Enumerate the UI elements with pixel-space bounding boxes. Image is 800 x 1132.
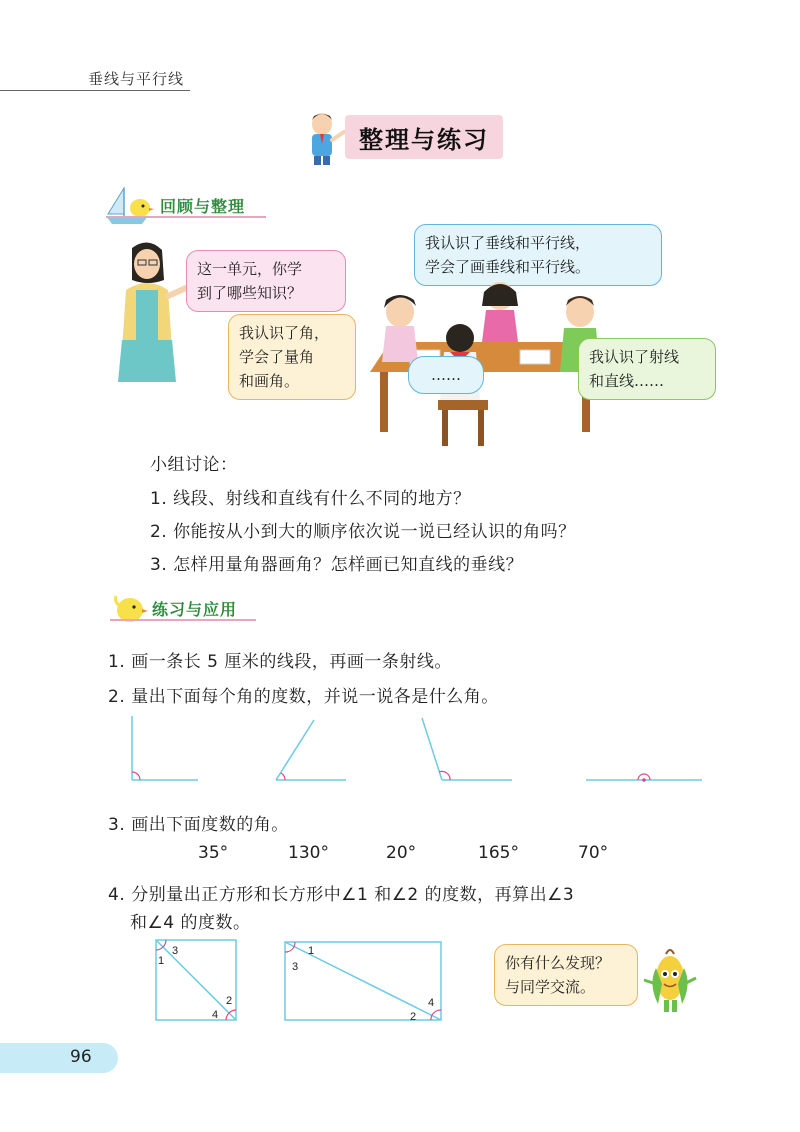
tip-speech-bubble: [494, 944, 638, 1006]
rect-angle-2-label: 2: [410, 1011, 417, 1023]
question-2-number: 2.: [108, 687, 126, 707]
angle-straight: [586, 774, 702, 782]
student-left-speech-bubble: [228, 314, 356, 400]
right-bubble-line-1: 我认识了射线: [589, 348, 680, 366]
square-angle-1-label: 1: [158, 955, 165, 967]
square-angle-4-label: 4: [212, 1009, 219, 1021]
left-bubble-line-2: 学会了量角: [239, 348, 315, 366]
question-1: [108, 647, 452, 672]
review-section-underline: [106, 216, 266, 218]
discussion-item-3: 3. 怎样用量角器画角？怎样画已知直线的垂线？: [150, 555, 524, 575]
teacher-bubble-line-2: 到了哪些知识？: [197, 284, 303, 302]
student-right-speech-bubble: [578, 338, 716, 400]
practice-section-label: 练习与应用: [152, 600, 238, 619]
teacher-speech-bubble: [186, 250, 346, 312]
question-3: [108, 810, 289, 835]
question-2-text: 量出下面每个角的度数，并说一说各是什么角。: [131, 687, 499, 707]
student-middle-speech-bubble: [408, 356, 484, 394]
lesson-title-box: [345, 115, 503, 159]
rect-angle-4-label: 4: [428, 997, 435, 1009]
angle-right: [132, 716, 198, 780]
teacher-bubble-line-1: 这一单元，你学: [197, 260, 303, 278]
rect-angle-1-label: 1: [308, 945, 315, 957]
angle-obtuse: [422, 718, 512, 780]
degree-20: 20°: [386, 843, 417, 863]
rectangle-figure: [280, 936, 446, 1026]
middle-bubble-text: ……: [431, 366, 461, 384]
question-4-line-1: [108, 880, 574, 905]
degree-130: 130°: [288, 843, 329, 863]
page-number: 96: [70, 1047, 92, 1067]
angle-acute: [276, 720, 346, 780]
lesson-title: 整理与练习: [359, 125, 489, 154]
student-top-speech-bubble: [414, 224, 662, 286]
tip-bubble-line-2: 与同学交流。: [505, 978, 596, 996]
sailboat-chick-icon: [104, 186, 160, 226]
question-3-number: 3.: [108, 815, 126, 835]
degree-70: 70°: [578, 843, 609, 863]
right-bubble-line-2: 和直线……: [589, 372, 665, 390]
teacher-figure: [102, 240, 192, 385]
top-bubble-line-2: 学会了画垂线和平行线。: [425, 258, 591, 276]
angles-to-measure: [120, 712, 710, 792]
question-4-text-line-1: 分别量出正方形和长方形中∠1 和∠2 的度数，再算出∠3: [131, 885, 575, 905]
left-bubble-line-1: 我认识了角，: [239, 324, 330, 342]
corn-mascot-icon: [640, 944, 702, 1018]
square-angle-2-label: 2: [226, 995, 233, 1007]
question-4-number: 4.: [108, 885, 126, 905]
rect-angle-3-label: 3: [292, 961, 299, 973]
question-4-text-line-2: 和∠4 的度数。: [130, 913, 251, 933]
header-divider: [0, 90, 190, 91]
degree-165: 165°: [478, 843, 519, 863]
question-3-text: 画出下面度数的角。: [131, 815, 289, 835]
discussion-title: 小组讨论：: [150, 455, 238, 475]
chapter-header: 垂线与平行线: [88, 70, 185, 88]
practice-section-underline: [110, 619, 256, 621]
question-2: [108, 682, 499, 707]
question-1-number: 1.: [108, 652, 126, 672]
square-angle-3-label: 3: [172, 945, 179, 957]
degree-35: 35°: [198, 843, 229, 863]
left-bubble-line-3: 和画角。: [239, 372, 300, 390]
page-number-tab: [0, 1043, 118, 1073]
discussion-item-2: 2. 你能按从小到大的顺序依次说一说已经认识的角吗？: [150, 522, 576, 542]
top-bubble-line-1: 我认识了垂线和平行线，: [425, 234, 591, 252]
tip-bubble-line-1: 你有什么发现？: [505, 954, 611, 972]
question-1-text: 画一条长 5 厘米的线段，再画一条射线。: [131, 652, 452, 672]
review-section-label: 回顾与整理: [160, 197, 246, 216]
boy-pointing-icon: [300, 110, 348, 166]
square-figure: [150, 936, 242, 1026]
discussion-item-1: 1. 线段、射线和直线有什么不同的地方？: [150, 489, 471, 509]
